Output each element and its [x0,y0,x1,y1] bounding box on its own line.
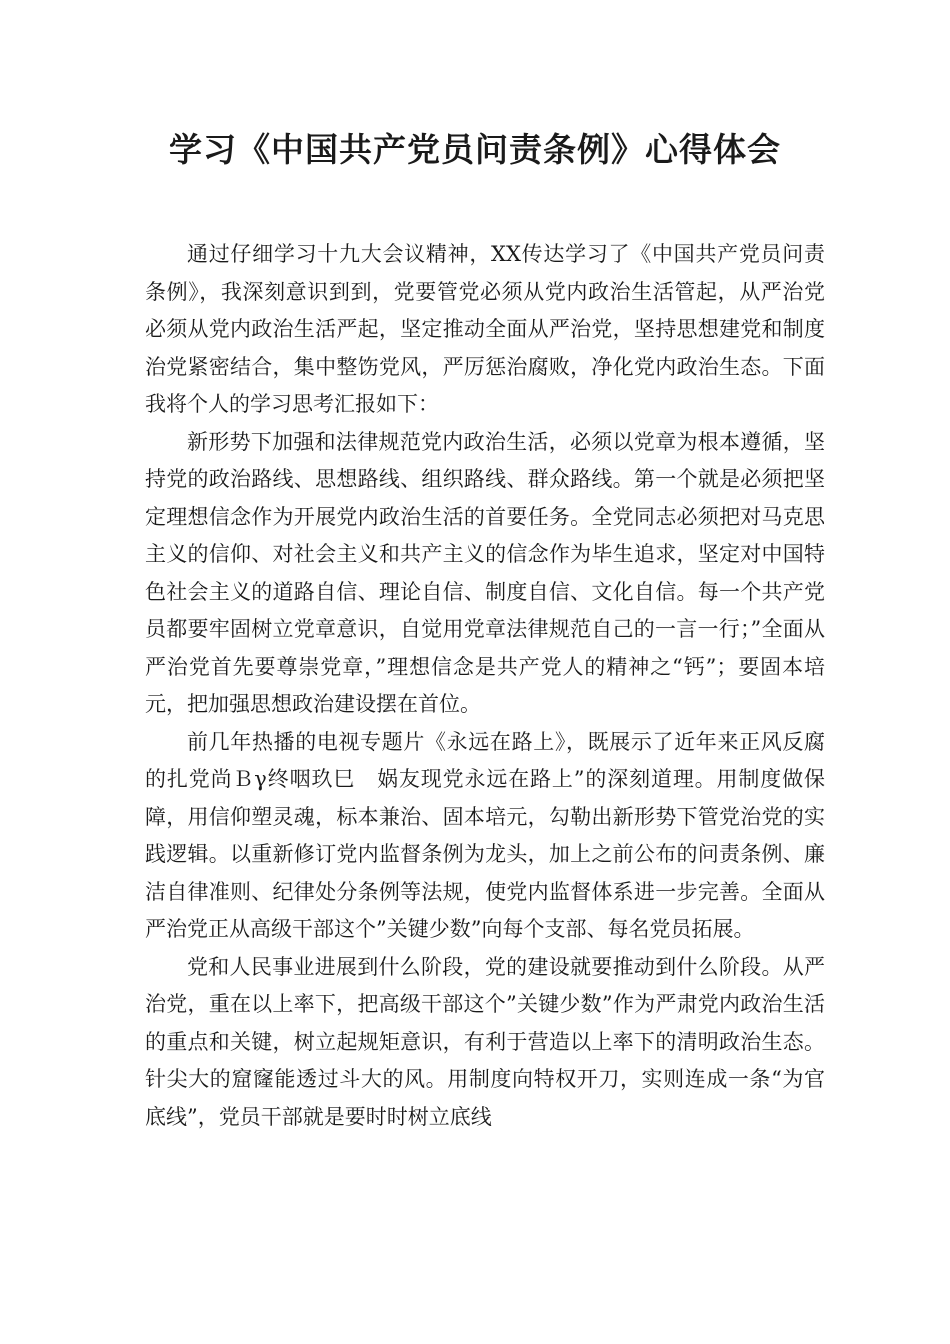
paragraph-2: 新形势下加强和法律规范党内政治生活，必须以党章为根本遵循，坚持党的政治路线、思想路线、组织路线、群众路线。第一个就是必须把坚定理想信念作为开展党内政治生活的首要任务。全党同志必须把对马克思主义的信仰、对社会主义和共产主义的信念作为毕生追求，坚定对中国特色社会主义的道路自信、理论自信、制度自信、文化自信。每一个共产党员都要牢固树立党章意识，自觉用党章法律规范自己的一言一行；”全面从严治党首先要尊崇党章，”理想信念是共产党人的精神之“钙”；要固本培元，把加强思想政治建设摆在首位。 [145,429,825,716]
paragraph-1: 通过仔细学习十九大会议精神，XX传达学习了《中国共产党员问责条例》，我深刻意识到到，党要管党必须从党内政治生活管起，从严治党必须从党内政治生活严起，坚定推动全面从严治党，坚持思想建党和制度治党紧密结合，集中整饬党风，严厉惩治腐败，净化党内政治生态。下面我将个人的学习思考汇报如下： [145,242,825,416]
document-body [145,236,825,1136]
paragraph-3: 前几年热播的电视专题片《永远在路上》，既展示了近年来正风反腐的扎党尚Ｂγ终咽玖巳 娲友现党永远在路上”的深刻道理。用制度做保障，用信仰塑灵魂，标本兼治、固本培元，勾勒出新形势下管党治党的实践逻辑。以重新修订党内监督条例为龙头，加上之前公布的问责条例、廉洁自律准则、纪律处分条例等法规，使党内监督体系进一步完善。全面从严治党正从高级干部这个”关键少数”向每个支部、每名党员拓展。 [145,729,825,941]
paragraph-4: 党和人民事业进展到什么阶段，党的建设就要推动到什么阶段。从严治党，重在以上率下，把高级干部这个”关键少数”作为严肃党内政治生活的重点和关键，树立起规矩意识，有利于营造以上率下的清明政治生态。针尖大的窟窿能透过斗大的风。用制度向特权开刀，实则连成一条“为官底线”，党员干部就是要时时树立底线 [145,954,825,1129]
document-title: 学习《中国共产党员问责条例》心得体会 [169,130,781,169]
